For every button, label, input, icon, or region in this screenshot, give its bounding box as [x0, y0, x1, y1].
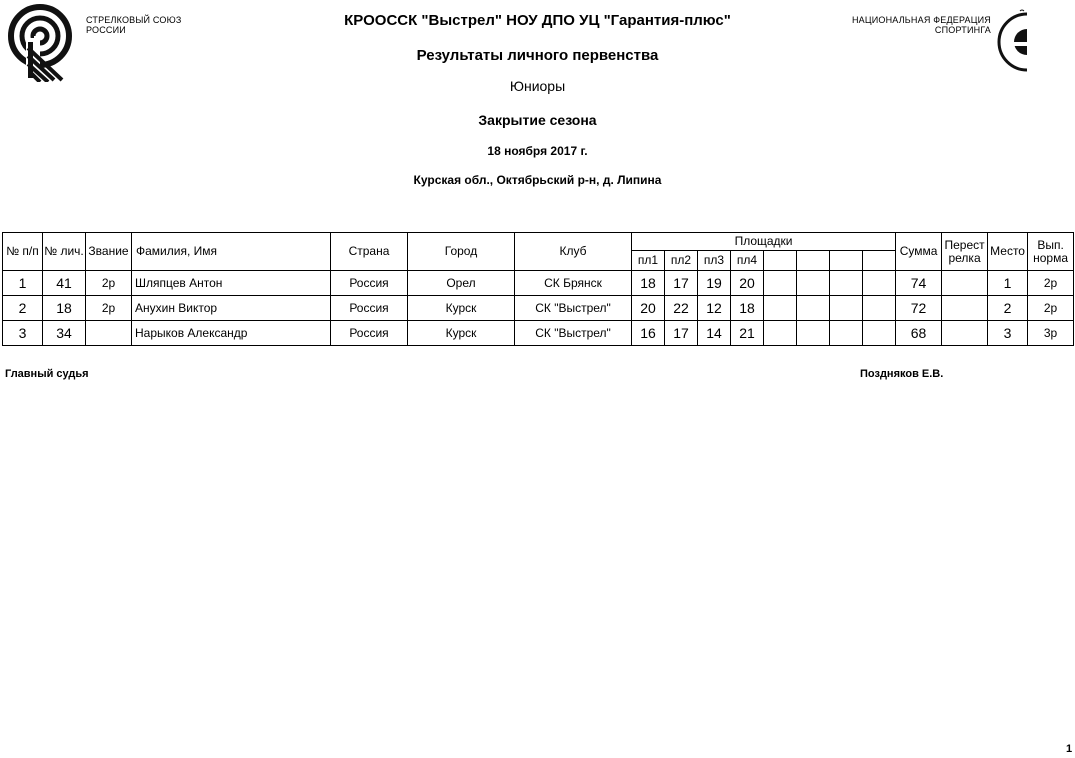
col-header-site4: пл4: [731, 251, 764, 271]
cell-name: Нарыков Александр: [132, 321, 331, 346]
cell-norm: 2р: [1028, 296, 1074, 321]
cell-club: СК "Выстрел": [515, 296, 632, 321]
col-header-total: Сумма: [896, 233, 942, 271]
cell-site4: 20: [731, 271, 764, 296]
cell-total: 72: [896, 296, 942, 321]
cell-country: Россия: [331, 321, 408, 346]
cell-site5: [764, 271, 797, 296]
event-name: Закрытие сезона: [478, 112, 597, 128]
col-header-bib: № лич.: [43, 233, 86, 271]
cell-country: Россия: [331, 271, 408, 296]
col-header-site6: [797, 251, 830, 271]
col-header-shootoff: Перестрелка: [942, 233, 988, 271]
cell-country: Россия: [331, 296, 408, 321]
cell-num: 2: [3, 296, 43, 321]
organizer-title: КРООССК "Выстрел" НОУ ДПО УЦ "Гарантия-плюс": [344, 12, 731, 29]
cell-site6: [797, 296, 830, 321]
cell-city: Орел: [408, 271, 515, 296]
cell-site3: 12: [698, 296, 731, 321]
cell-shootoff: [942, 321, 988, 346]
table-row: [3, 271, 1074, 296]
cell-norm: 3р: [1028, 321, 1074, 346]
cell-site3: 19: [698, 271, 731, 296]
cell-site4: 21: [731, 321, 764, 346]
col-header-norm: Вып. норма: [1028, 233, 1074, 271]
cell-total: 68: [896, 321, 942, 346]
col-header-city: Город: [408, 233, 515, 271]
cell-site1: 18: [632, 271, 665, 296]
col-header-rank: Звание: [86, 233, 132, 271]
cell-num: 1: [3, 271, 43, 296]
right-org-line1: НАЦИОНАЛЬНАЯ ФЕДЕРАЦИЯ: [851, 15, 991, 25]
cell-site6: [797, 271, 830, 296]
table-row: [3, 321, 1074, 346]
col-header-place: Место: [988, 233, 1028, 271]
cell-site7: [830, 321, 863, 346]
chief-judge-label: Главный судья: [5, 368, 89, 380]
cell-place: 2: [988, 296, 1028, 321]
cell-shootoff: [942, 296, 988, 321]
cell-bib: 34: [43, 321, 86, 346]
col-header-num: № п/п: [3, 233, 43, 271]
cell-site6: [797, 321, 830, 346]
cell-site3: 14: [698, 321, 731, 346]
col-header-site1: пл1: [632, 251, 665, 271]
cell-site4: 18: [731, 296, 764, 321]
cell-site2: 17: [665, 321, 698, 346]
cell-site2: 22: [665, 296, 698, 321]
results-table: [2, 232, 1074, 346]
cell-club: СК "Выстрел": [515, 321, 632, 346]
chief-judge-name: Поздняков Е.В.: [860, 368, 944, 380]
event-date: 18 ноября 2017 г.: [487, 144, 588, 158]
event-location: Курская обл., Октябрьский р-н, д. Липина: [413, 173, 662, 187]
col-header-site7: [830, 251, 863, 271]
cell-rank: 2р: [86, 271, 132, 296]
cell-shootoff: [942, 271, 988, 296]
right-org-line2: СПОРТИНГА: [934, 25, 991, 35]
cell-rank: 2р: [86, 296, 132, 321]
cell-city: Курск: [408, 321, 515, 346]
cell-place: 3: [988, 321, 1028, 346]
col-header-site2: пл2: [665, 251, 698, 271]
cell-site7: [830, 271, 863, 296]
table-row: [3, 296, 1074, 321]
cell-site8: [863, 296, 896, 321]
cell-site1: 20: [632, 296, 665, 321]
cell-city: Курск: [408, 296, 515, 321]
category: Юниоры: [509, 78, 566, 94]
col-header-site8: [863, 251, 896, 271]
cell-club: СК Брянск: [515, 271, 632, 296]
cell-rank: [86, 321, 132, 346]
cell-place: 1: [988, 271, 1028, 296]
cell-site8: [863, 271, 896, 296]
left-org-line2: РОССИИ: [86, 25, 126, 35]
col-header-club: Клуб: [515, 233, 632, 271]
cell-num: 3: [3, 321, 43, 346]
cell-site2: 17: [665, 271, 698, 296]
cell-site5: [764, 321, 797, 346]
cell-site5: [764, 296, 797, 321]
cell-name: Шляпцев Антон: [132, 271, 331, 296]
left-org-line1: СТРЕЛКОВЫЙ СОЮЗ: [86, 15, 182, 25]
cell-name: Анухин Виктор: [132, 296, 331, 321]
cell-site8: [863, 321, 896, 346]
col-header-site3: пл3: [698, 251, 731, 271]
cell-total: 74: [896, 271, 942, 296]
cell-site7: [830, 296, 863, 321]
cell-bib: 18: [43, 296, 86, 321]
col-header-sites: Площадки: [632, 233, 896, 251]
col-header-name: Фамилия, Имя: [132, 233, 331, 271]
cell-norm: 2р: [1028, 271, 1074, 296]
cell-bib: 41: [43, 271, 86, 296]
col-header-country: Страна: [331, 233, 408, 271]
col-header-site5: [764, 251, 797, 271]
page-title: Результаты личного первенства: [416, 47, 659, 64]
page-number: 1: [1066, 743, 1073, 755]
cell-site1: 16: [632, 321, 665, 346]
